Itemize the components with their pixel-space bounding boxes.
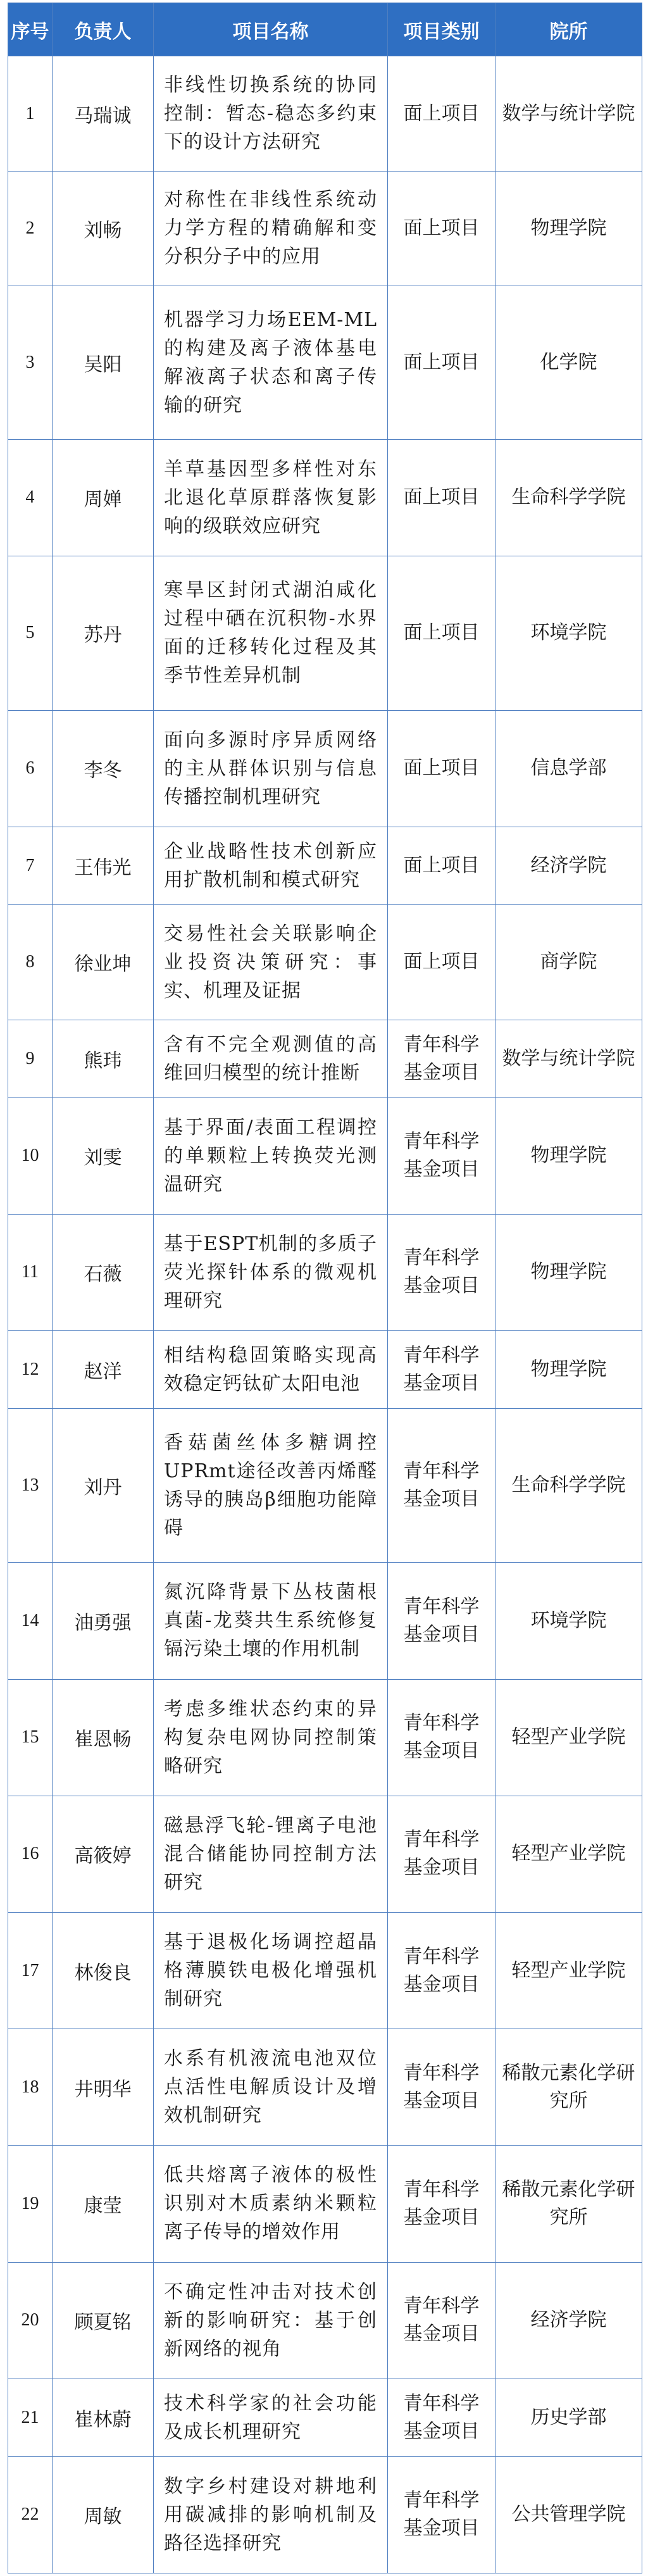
row-leader: 刘丹 (53, 1408, 154, 1563)
row-leader: 赵洋 (53, 1330, 154, 1408)
row-category: 面上项目 (388, 710, 495, 827)
row-project-title: 企业战略性技术创新应用扩散机制和模式研究 (154, 827, 388, 904)
row-leader: 崔林蔚 (53, 2379, 154, 2456)
header-project-name: 项目名称 (154, 3, 388, 56)
row-institute: 轻型产业学院 (495, 1912, 642, 2029)
table-row (8, 1330, 642, 1408)
row-project-title: 技术科学家的社会功能及成长机理研究 (154, 2379, 388, 2456)
row-institute: 物理学院 (495, 1214, 642, 1330)
table-row (8, 2379, 642, 2456)
row-number: 7 (8, 827, 53, 904)
row-institute: 信息学部 (495, 710, 642, 827)
row-number: 14 (8, 1563, 53, 1679)
row-leader: 徐业坤 (53, 904, 154, 1020)
table-row (8, 710, 642, 827)
row-category: 青年科学基金项目 (388, 2146, 495, 2262)
row-project-title: 交易性社会关联影响企业投资决策研究：事实、机理及证据 (154, 904, 388, 1020)
row-project-title: 对称性在非线性系统动力学方程的精确解和变分积分子中的应用 (154, 172, 388, 285)
row-institute: 经济学院 (495, 827, 642, 904)
row-leader: 刘畅 (53, 172, 154, 285)
table-row (8, 2456, 642, 2573)
row-institute: 数学与统计学院 (495, 56, 642, 172)
row-institute: 物理学院 (495, 1097, 642, 1214)
row-category: 青年科学基金项目 (388, 1912, 495, 2029)
row-project-title: 羊草基因型多样性对东北退化草原群落恢复影响的级联效应研究 (154, 439, 388, 556)
row-project-title: 水系有机液流电池双位点活性电解质设计及增效机制研究 (154, 2029, 388, 2146)
row-institute: 公共管理学院 (495, 2456, 642, 2573)
row-number: 5 (8, 556, 53, 711)
row-category: 面上项目 (388, 827, 495, 904)
row-number: 20 (8, 2262, 53, 2379)
row-project-title: 含有不完全观测值的高维回归模型的统计推断 (154, 1020, 388, 1097)
project-table (8, 3, 642, 2573)
row-institute: 稀散元素化学研究所 (495, 2146, 642, 2262)
row-category: 青年科学基金项目 (388, 1408, 495, 1563)
row-category: 青年科学基金项目 (388, 1563, 495, 1679)
table-row (8, 1214, 642, 1330)
table-row (8, 827, 642, 904)
row-institute: 经济学院 (495, 2262, 642, 2379)
row-project-title: 基于退极化场调控超晶格薄膜铁电极化增强机制研究 (154, 1912, 388, 2029)
row-category: 青年科学基金项目 (388, 1214, 495, 1330)
row-number: 17 (8, 1912, 53, 2029)
row-project-title: 不确定性冲击对技术创新的影响研究：基于创新网络的视角 (154, 2262, 388, 2379)
row-number: 4 (8, 439, 53, 556)
row-leader: 油勇强 (53, 1563, 154, 1679)
row-leader: 井明华 (53, 2029, 154, 2146)
row-leader: 周敏 (53, 2456, 154, 2573)
table-row (8, 56, 642, 172)
table-row (8, 1563, 642, 1679)
table-row (8, 1097, 642, 1214)
table-row (8, 1408, 642, 1563)
row-project-title: 氮沉降背景下丛枝菌根真菌-龙葵共生系统修复镉污染土壤的作用机制 (154, 1563, 388, 1679)
row-leader: 康莹 (53, 2146, 154, 2262)
row-category: 青年科学基金项目 (388, 1020, 495, 1097)
row-category: 面上项目 (388, 439, 495, 556)
row-institute: 稀散元素化学研究所 (495, 2029, 642, 2146)
row-category: 面上项目 (388, 56, 495, 172)
row-leader: 李冬 (53, 710, 154, 827)
row-leader: 王伟光 (53, 827, 154, 904)
row-category: 面上项目 (388, 556, 495, 711)
row-number: 11 (8, 1214, 53, 1330)
table-row (8, 1796, 642, 1912)
row-project-title: 磁悬浮飞轮-锂离子电池混合储能协同控制方法研究 (154, 1796, 388, 1912)
header-institute: 院所 (495, 3, 642, 56)
row-project-title: 相结构稳固策略实现高效稳定钙钛矿太阳电池 (154, 1330, 388, 1408)
row-category: 面上项目 (388, 285, 495, 440)
table-row (8, 439, 642, 556)
row-category: 青年科学基金项目 (388, 1796, 495, 1912)
row-category: 面上项目 (388, 904, 495, 1020)
row-category: 面上项目 (388, 172, 495, 285)
row-number: 6 (8, 710, 53, 827)
row-institute: 商学院 (495, 904, 642, 1020)
row-institute: 环境学院 (495, 556, 642, 711)
row-project-title: 数字乡村建设对耕地利用碳减排的影响机制及路径选择研究 (154, 2456, 388, 2573)
row-institute: 轻型产业学院 (495, 1796, 642, 1912)
row-leader: 崔恩畅 (53, 1679, 154, 1796)
row-number: 15 (8, 1679, 53, 1796)
row-institute: 物理学院 (495, 1330, 642, 1408)
table-row (8, 1679, 642, 1796)
row-number: 22 (8, 2456, 53, 2573)
row-institute: 生命科学学院 (495, 439, 642, 556)
row-number: 8 (8, 904, 53, 1020)
row-leader: 刘雯 (53, 1097, 154, 1214)
row-leader: 周婵 (53, 439, 154, 556)
row-leader: 顾夏铭 (53, 2262, 154, 2379)
table-row (8, 1020, 642, 1097)
row-project-title: 寒旱区封闭式湖泊咸化过程中硒在沉积物-水界面的迁移转化过程及其季节性差异机制 (154, 556, 388, 711)
table-row (8, 1912, 642, 2029)
row-institute: 轻型产业学院 (495, 1679, 642, 1796)
header-number: 序号 (8, 3, 53, 56)
row-project-title: 基于ESPT机制的多质子荧光探针体系的微观机理研究 (154, 1214, 388, 1330)
row-institute: 历史学部 (495, 2379, 642, 2456)
row-project-title: 考虑多维状态约束的异构复杂电网协同控制策略研究 (154, 1679, 388, 1796)
row-category: 青年科学基金项目 (388, 1330, 495, 1408)
table-row (8, 2029, 642, 2146)
row-number: 19 (8, 2146, 53, 2262)
row-leader: 石薇 (53, 1214, 154, 1330)
row-number: 13 (8, 1408, 53, 1563)
row-category: 青年科学基金项目 (388, 2379, 495, 2456)
row-project-title: 面向多源时序异质网络的主从群体识别与信息传播控制机理研究 (154, 710, 388, 827)
row-category: 青年科学基金项目 (388, 1097, 495, 1214)
table-row (8, 2262, 642, 2379)
row-number: 12 (8, 1330, 53, 1408)
row-leader: 高筱婷 (53, 1796, 154, 1912)
row-number: 2 (8, 172, 53, 285)
row-number: 3 (8, 285, 53, 440)
row-number: 10 (8, 1097, 53, 1214)
row-number: 9 (8, 1020, 53, 1097)
header-leader: 负责人 (53, 3, 154, 56)
row-number: 18 (8, 2029, 53, 2146)
row-project-title: 基于界面/表面工程调控的单颗粒上转换荧光测温研究 (154, 1097, 388, 1214)
row-leader: 吴阳 (53, 285, 154, 440)
row-number: 21 (8, 2379, 53, 2456)
row-project-title: 低共熔离子液体的极性识别对木质素纳米颗粒离子传导的增效作用 (154, 2146, 388, 2262)
header-project-category: 项目类别 (388, 3, 495, 56)
table-row (8, 172, 642, 285)
header-row (8, 3, 642, 56)
row-project-title: 非线性切换系统的协同控制：暂态-稳态多约束下的设计方法研究 (154, 56, 388, 172)
row-leader: 林俊良 (53, 1912, 154, 2029)
row-project-title (154, 285, 388, 440)
row-number: 1 (8, 56, 53, 172)
row-number: 16 (8, 1796, 53, 1912)
row-project-title: 香菇菌丝体多糖调控UPRmt途径改善丙烯醛诱导的胰岛β细胞功能障碍 (154, 1408, 388, 1563)
row-leader: 马瑞诚 (53, 56, 154, 172)
row-category: 青年科学基金项目 (388, 2262, 495, 2379)
row-institute: 生命科学学院 (495, 1408, 642, 1563)
row-institute: 环境学院 (495, 1563, 642, 1679)
table-row (8, 285, 642, 440)
table-row (8, 904, 642, 1020)
row-institute: 物理学院 (495, 172, 642, 285)
row-project-title-text: 机器学习力场EEM-ML的构建及离子液体基电解液离子状态和离子传输的研究 (164, 308, 377, 416)
row-category: 青年科学基金项目 (388, 1679, 495, 1796)
row-leader: 苏丹 (53, 556, 154, 711)
table-row (8, 556, 642, 711)
table-row (8, 2146, 642, 2262)
row-category: 青年科学基金项目 (388, 2029, 495, 2146)
row-leader: 熊玮 (53, 1020, 154, 1097)
row-category: 青年科学基金项目 (388, 2456, 495, 2573)
row-institute: 数学与统计学院 (495, 1020, 642, 1097)
row-institute: 化学院 (495, 285, 642, 440)
